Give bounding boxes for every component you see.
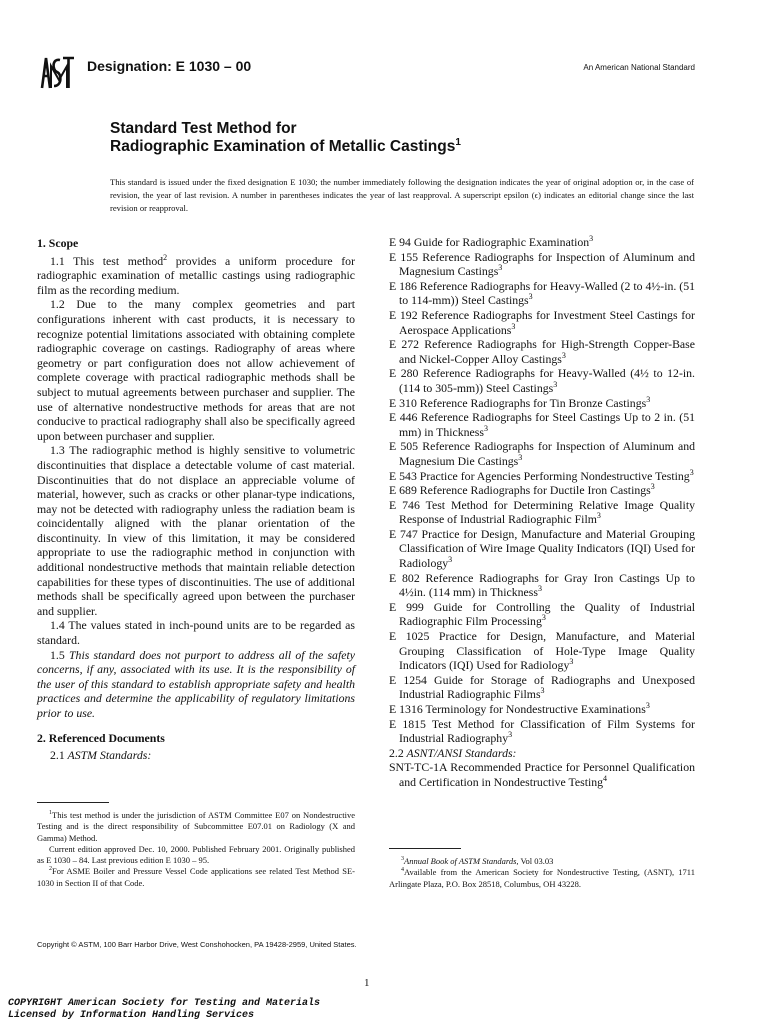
american-national-standard: An American National Standard [583, 63, 695, 72]
paragraph-2-1: 2.1 ASTM Standards: [50, 748, 152, 763]
paragraph-1-3: 1.3 The radiographic method is highly sensitive to volumetric discontinuities that displace a detectable volume of cast material. Discontinuities that do not displace an appreciable volume of material, however, such as cracks or other planar-type indications, may not be detected with radiography unless the radiation beam is coincidentally aligned with the planar orientation of the discontinuity. In view of this limitation, it may be considered appropriate to use the radiographic method in conjunction with additional nondestructive methods that maintain reliable detection capabilities for these types of discontinuities. The use of additional methods shall be specifically agreed upon between the purchaser and supplier. [37, 443, 355, 618]
scope-heading: 1. Scope [37, 236, 79, 250]
footnote-rule-left [37, 802, 109, 803]
paragraph-1-4: 1.4 The values stated in inch-pound units are to be regarded as standard. [37, 618, 355, 648]
reference-item: E 505 Reference Radiographs for Inspection of Aluminum and Magnesium Die Castings$^3$ [389, 439, 695, 468]
footnote-rule-right [389, 848, 461, 849]
reference-item: E 155 Reference Radiographs for Inspection of Aluminum and Magnesium Castings$^3$ [389, 249, 695, 279]
copyright-banner-line-1: COPYRIGHT American Society for Testing and Materials [8, 998, 321, 1009]
reference-item: E 192 Reference Radiographs for Investment Steel Castings for Aerospace Applications$^3$ [389, 307, 695, 337]
issuance-notice: This standard is issued under the fixed designation E 1030; the number immediately following the designation indicates the year of original adoption or, in the case of revision, the year of last revision. A number in parentheses indicates the year of last reapproval. A superscript epsilon (ϵ) indicates an editorial change since the last revision or reapproval. [110, 177, 694, 213]
referenced-documents-heading: 2. Referenced Documents [37, 730, 165, 745]
designation: Designation: E 1030 – 00 [87, 58, 252, 74]
title-footnote-mark: 1 [455, 137, 461, 148]
reference-item: E 446 Reference Radiographs for Steel Castings Up to 2 in. (51 mm) in Thickness$^3$ [389, 410, 695, 439]
paragraph-1-1: 1.1 This test method$^2$ provides a uniform procedure for radiographic examination of metallic castings using radiographic film as the recording medium. [37, 252, 355, 297]
reference-item: E 999 Guide for Controlling the Quality of Industrial Radiographic Film Processing$^3$ [389, 599, 695, 629]
reference-list [389, 235, 695, 746]
reference-item-snt-tc-1a: SNT-TC-1A Recommended Practice for Personnel Qualification and Certification in Nondestructive Testing$^4$ [389, 760, 695, 789]
copyright-line: Copyright © ASTM, 100 Barr Harbor Drive, West Conshohocken, PA 19428-2959, United States. [37, 940, 357, 949]
reference-item: E 1025 Practice for Design, Manufacture, and Material Grouping Classification of Hole-Type Image Quality Indicators (IQI) Used for Radiology$^3$ [389, 629, 695, 673]
footnote-3: $^3$Annual Book of ASTM Standards, Vol 03.03 [401, 856, 554, 866]
footnote-2: $^2$For ASME Boiler and Pressure Vessel Code applications see related Test Method SE-1030 in Section II of that Code. [37, 866, 355, 888]
reference-item: E 802 Reference Radiographs for Gray Iron Castings Up to 4½in. (114 mm) in Thickness$^3$ [389, 570, 695, 600]
reference-item: E 746 Test Method for Determining Relative Image Quality Response of Industrial Radiographic Film$^3$ [389, 497, 695, 527]
page-number: 1 [364, 977, 370, 989]
reference-item: E 1254 Guide for Storage of Radiographs and Unexposed Industrial Radiographic Films$^3$ [389, 672, 695, 702]
right-column [389, 235, 695, 790]
reference-item: E 280 Reference Radiographs for Heavy-Walled (4½ to 12-in. (114 to 305-mm)) Steel Castings$^3$ [389, 366, 695, 395]
paragraph-2-2: 2.2 ASNT/ANSI Standards: [389, 745, 517, 760]
reference-item: E 543 Practice for Agencies Performing Nondestructive Testing$^3$ [389, 467, 694, 483]
footnotes-right [389, 856, 695, 890]
reference-item: E 94 Guide for Radiographic Examination$^3$ [389, 234, 594, 249]
title-line-2: Radiographic Examination of Metallic Castings$^1$ [110, 137, 461, 155]
reference-item: E 186 Reference Radiographs for Heavy-Walled (2 to 4½-in. (51 to 114-mm)) Steel Castings$^3$ [389, 278, 695, 308]
reference-item: E 1815 Test Method for Classification of Film Systems for Industrial Radiography$^3$ [389, 716, 695, 746]
reference-item: E 272 Reference Radiographs for High-Strength Copper-Base and Nickel-Copper Alloy Castings$^3$ [389, 337, 695, 366]
title-line-1: Standard Test Method for [110, 120, 297, 137]
paragraph-1-5: 1.5 This standard does not purport to address all of the safety concerns, if any, associated with its use. It is the responsibility of the user of this standard to establish appropriate safety and health practices and determine the applicability of regulatory limitations prior to use. [37, 647, 355, 720]
footnote-1-continued: Current edition approved Dec. 10, 2000. Published February 2001. Originally published as E 1030 – 84. Last previous edition E 1030 – 95. [37, 843, 355, 866]
left-column [37, 236, 355, 763]
footnotes-left [37, 810, 355, 889]
reference-item: E 747 Practice for Design, Manufacture and Material Grouping Classification of Wire Image Quality Indicators (IQI) Used for Radiology$^3$ [389, 526, 695, 571]
reference-item: E 689 Reference Radiographs for Ductile Iron Castings$^3$ [389, 482, 655, 498]
footnote-1: $^1$This test method is under the jurisdiction of ASTM Committee E07 on Nondestructive Testing and is the direct responsibility of Subcommittee E07.01 on Radiology (X and Gamma) Method. [37, 810, 355, 843]
footnote-4: $^4$Available from the American Society for Nondestructive Testing, (ASNT), 1711 Arlingate Plaza, P.O. Box 28518, Columbus, OH 43228. [389, 867, 695, 889]
paragraph-1-2: 1.2 Due to the many complex geometries and part configurations inherent with cast products, it is necessary to recognize potential limitations associated with obtaining complete radiographic coverage on castings. Radiography of areas where geometry or part configuration does not allow achievement of complete coverage with practical radiographic methods shall be subject to mutual agreements between purchaser and supplier. The use of alternative nondestructive methods for areas that are not conducive to practical radiography shall also be specifically agreed upon between purchaser and supplier. [37, 297, 355, 443]
reference-item: E 310 Reference Radiographs for Tin Bronze Castings$^3$ [389, 394, 651, 410]
copyright-banner-line-2: Licensed by Information Handling Services [8, 1010, 255, 1021]
astm-logo-icon [38, 52, 78, 92]
reference-item: E 1316 Terminology for Nondestructive Examinations$^3$ [389, 701, 650, 716]
